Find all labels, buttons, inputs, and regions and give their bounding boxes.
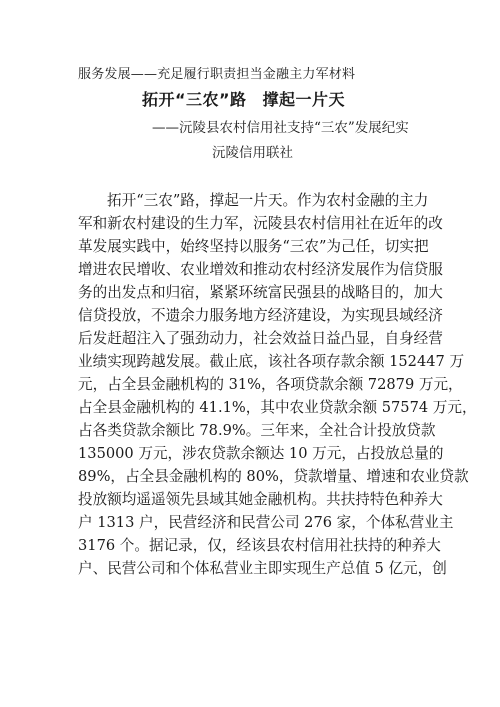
body-line: 投放额均遥遥领先县域其她金融机构。共扶持特色种养大 (78, 491, 443, 508)
body-line: 增进农民增收、农业增效和推动农村经济发展作为信贷服 (78, 261, 443, 278)
body-line: 户、民营公司和个体私营业主即实现生产总值 5 亿元，创 (78, 560, 447, 577)
body-line: 后发赶超注入了强劲动力，社会效益日益凸显，自身经营 (78, 330, 443, 347)
article-title-part1: 拓开“三农”路 (142, 90, 247, 109)
body-line: 135000 万元，涉农贷款余额达 10 万元，占投放总量的 (78, 445, 444, 462)
body-line: 89%，占全县金融机构的 80%，贷款增量、增速和农业贷款 (78, 468, 469, 485)
series-heading: 服务发展——充足履行职责担当金融主力军材料 (78, 67, 356, 82)
body-line: 元，占全县金融机构的 31%，各项贷款余额 72879 万元， (78, 376, 463, 393)
body-line: 3176 个。据记录，仅，经该县农村信用社扶持的种养大 (78, 537, 441, 554)
body-line: 革发展实践中，始终坚持以服务“三农”为己任，切实把 (78, 238, 429, 255)
organization-name: 沅陵信用联社 (212, 145, 293, 161)
body-line: 拓开“三农”路，撑起一片天。作为农村金融的主力 (107, 192, 429, 209)
body-line: 户 1313 户，民营经济和民营公司 276 家，个体私营业主 (78, 514, 454, 531)
body-line: 信贷投放，不遗余力服务地方经济建设，为实现县域经济 (78, 307, 443, 324)
body-line: 占全县金融机构的 41.1%，其中农业贷款余额 57574 万元， (78, 399, 477, 416)
body-paragraph (78, 189, 477, 580)
body-line: 业绩实现跨越发展。截止底，该社各项存款余额 152447 万 (78, 353, 465, 370)
body-line: 军和新农村建设的生力军，沅陵县农村信用社在近年的改 (78, 215, 443, 232)
article-subtitle: ——沅陵县农村信用社支持“三农”发展纪实 (152, 120, 409, 136)
body-line: 务的出发点和归宿，紧紧环统富民强县的战略目的，加大 (78, 284, 443, 301)
article-title-part2: 撑起一片天 (262, 90, 346, 109)
article-title (142, 92, 345, 108)
body-line: 占各类贷款余额比 78.9%。三年来，全社合计投放贷款 (78, 422, 436, 439)
